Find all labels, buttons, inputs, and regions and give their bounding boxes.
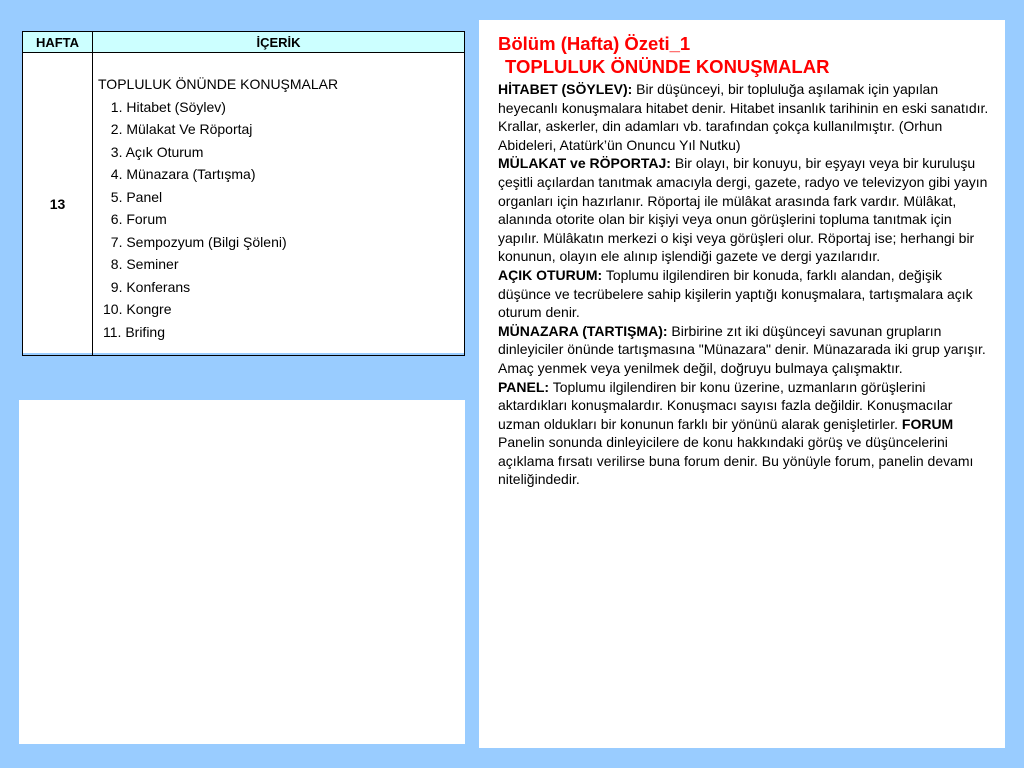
topic-item: 9. Konferans xyxy=(103,278,191,295)
section-term: AÇIK OTURUM: xyxy=(498,266,603,283)
section-mulakat xyxy=(498,154,989,266)
blank-panel xyxy=(19,400,465,744)
topic-item: 6. Forum xyxy=(103,211,167,227)
summary-heading: Bölüm (Hafta) Özeti_1 xyxy=(498,33,691,54)
content-column-header: İÇERİK xyxy=(93,32,465,53)
topic-item: 10. Kongre xyxy=(103,301,172,317)
topic-item: 1. Hitabet (Söylev) xyxy=(103,98,226,115)
section-text: Bir düşünceyi, bir topluluğa aşılamak için yapılan heyecanlı konuşmalara hitabet denir. Hitabet insanlık tarihinin en eski sanatıdır. Krallar, askerler, din adamları vb. tarafından çokça kullanılmıştır. (Orhun Abideleri, Atatürk’ün Onuncu Yıl Nutku) xyxy=(498,81,989,153)
week-column-header: HAFTA xyxy=(23,32,93,53)
section-term: MÜNAZARA (TARTIŞMA): xyxy=(498,322,668,339)
week-number: 13 xyxy=(23,53,93,356)
section-text: Birbirine zıt iki düşünceyi savunan grupların dinleyiciler önünde tartışmasına "Münazara" denir. Münazarada iki grup yarışır. Amaç yenmek veya yenilmek değil, doğruyu bulmaya çalışmaktır. xyxy=(498,322,986,376)
topic-item: 11. Brifing xyxy=(103,323,165,340)
topic-item: 8. Seminer xyxy=(103,256,179,272)
section-term-forum: FORUM xyxy=(901,415,954,432)
section-text: Toplumu ilgilendiren bir konuda, farklı alandan, değişik düşünce ve tecrübelere sahip kişilerin yaptığı konuşmalara, tartışmalara açık oturum denir. xyxy=(498,266,973,321)
topic-item: 3. Açık Oturum xyxy=(103,143,204,160)
topic-item: 5. Panel xyxy=(103,188,163,205)
summary-subheading: TOPLULUK ÖNÜNDE KONUŞMALAR xyxy=(505,56,830,77)
section-hitabet xyxy=(498,80,989,154)
summary-body xyxy=(498,80,989,489)
section-text: Bir olayı, bir konuyu, bir eşyayı veya bir kuruluşu çeşitli açılardan tanıtmak amacıyla dergi, gazete, radyo ve televizyon gibi yayın organları için hazırlanır. Röportaj ile mülâkat arasında fark vardır. Mülâkat, alanında otorite olan bir kişiyi veya onun görüşlerini topluma tanıtmak için yapılır. Mülâkatın merkezi o kişi veya görüşleri olur. Röportaj ise; herhangi bir konunun, olayın ele alınıp işlendiği gazete ve dergi yazılarıdır. xyxy=(498,155,988,265)
section-munazara xyxy=(498,322,989,378)
section-term: MÜLAKAT ve RÖPORTAJ: xyxy=(498,155,671,172)
topic-item: 4. Münazara (Tartışma) xyxy=(103,166,256,182)
section-term: HİTABET (SÖYLEV): xyxy=(498,81,633,97)
section-acik-oturum xyxy=(498,266,989,322)
section-term: PANEL: xyxy=(498,378,550,395)
topic-item: 2. Mülakat Ve Röportaj xyxy=(103,121,253,137)
section-panel xyxy=(498,378,989,490)
content-title: TOPLULUK ÖNÜNDE KONUŞMALAR xyxy=(98,76,339,92)
topic-item: 7. Sempozyum (Bilgi Şöleni) xyxy=(103,233,287,250)
content-cell xyxy=(93,53,465,356)
course-table-panel xyxy=(22,31,465,353)
section-text: Toplumu ilgilendiren bir konu üzerine, uzmanların görüşlerini aktardıkları konuşmalardır. Konuşmacı sayısı fazla değildir. Konuşmacılar uzman oldukları bir konunun farklı bir yönünü alarak genişletirler. xyxy=(498,378,953,432)
course-table xyxy=(22,31,465,356)
section-text-forum: Panelin sonunda dinleyicilere de konu hakkındaki görüş ve düşüncelerini açıklama fırsatı verilirse buna forum denir. Bu yönüyle forum, panelin devamı niteliğindedir. xyxy=(498,434,974,488)
summary-panel xyxy=(479,20,1005,748)
topic-list xyxy=(93,96,464,344)
